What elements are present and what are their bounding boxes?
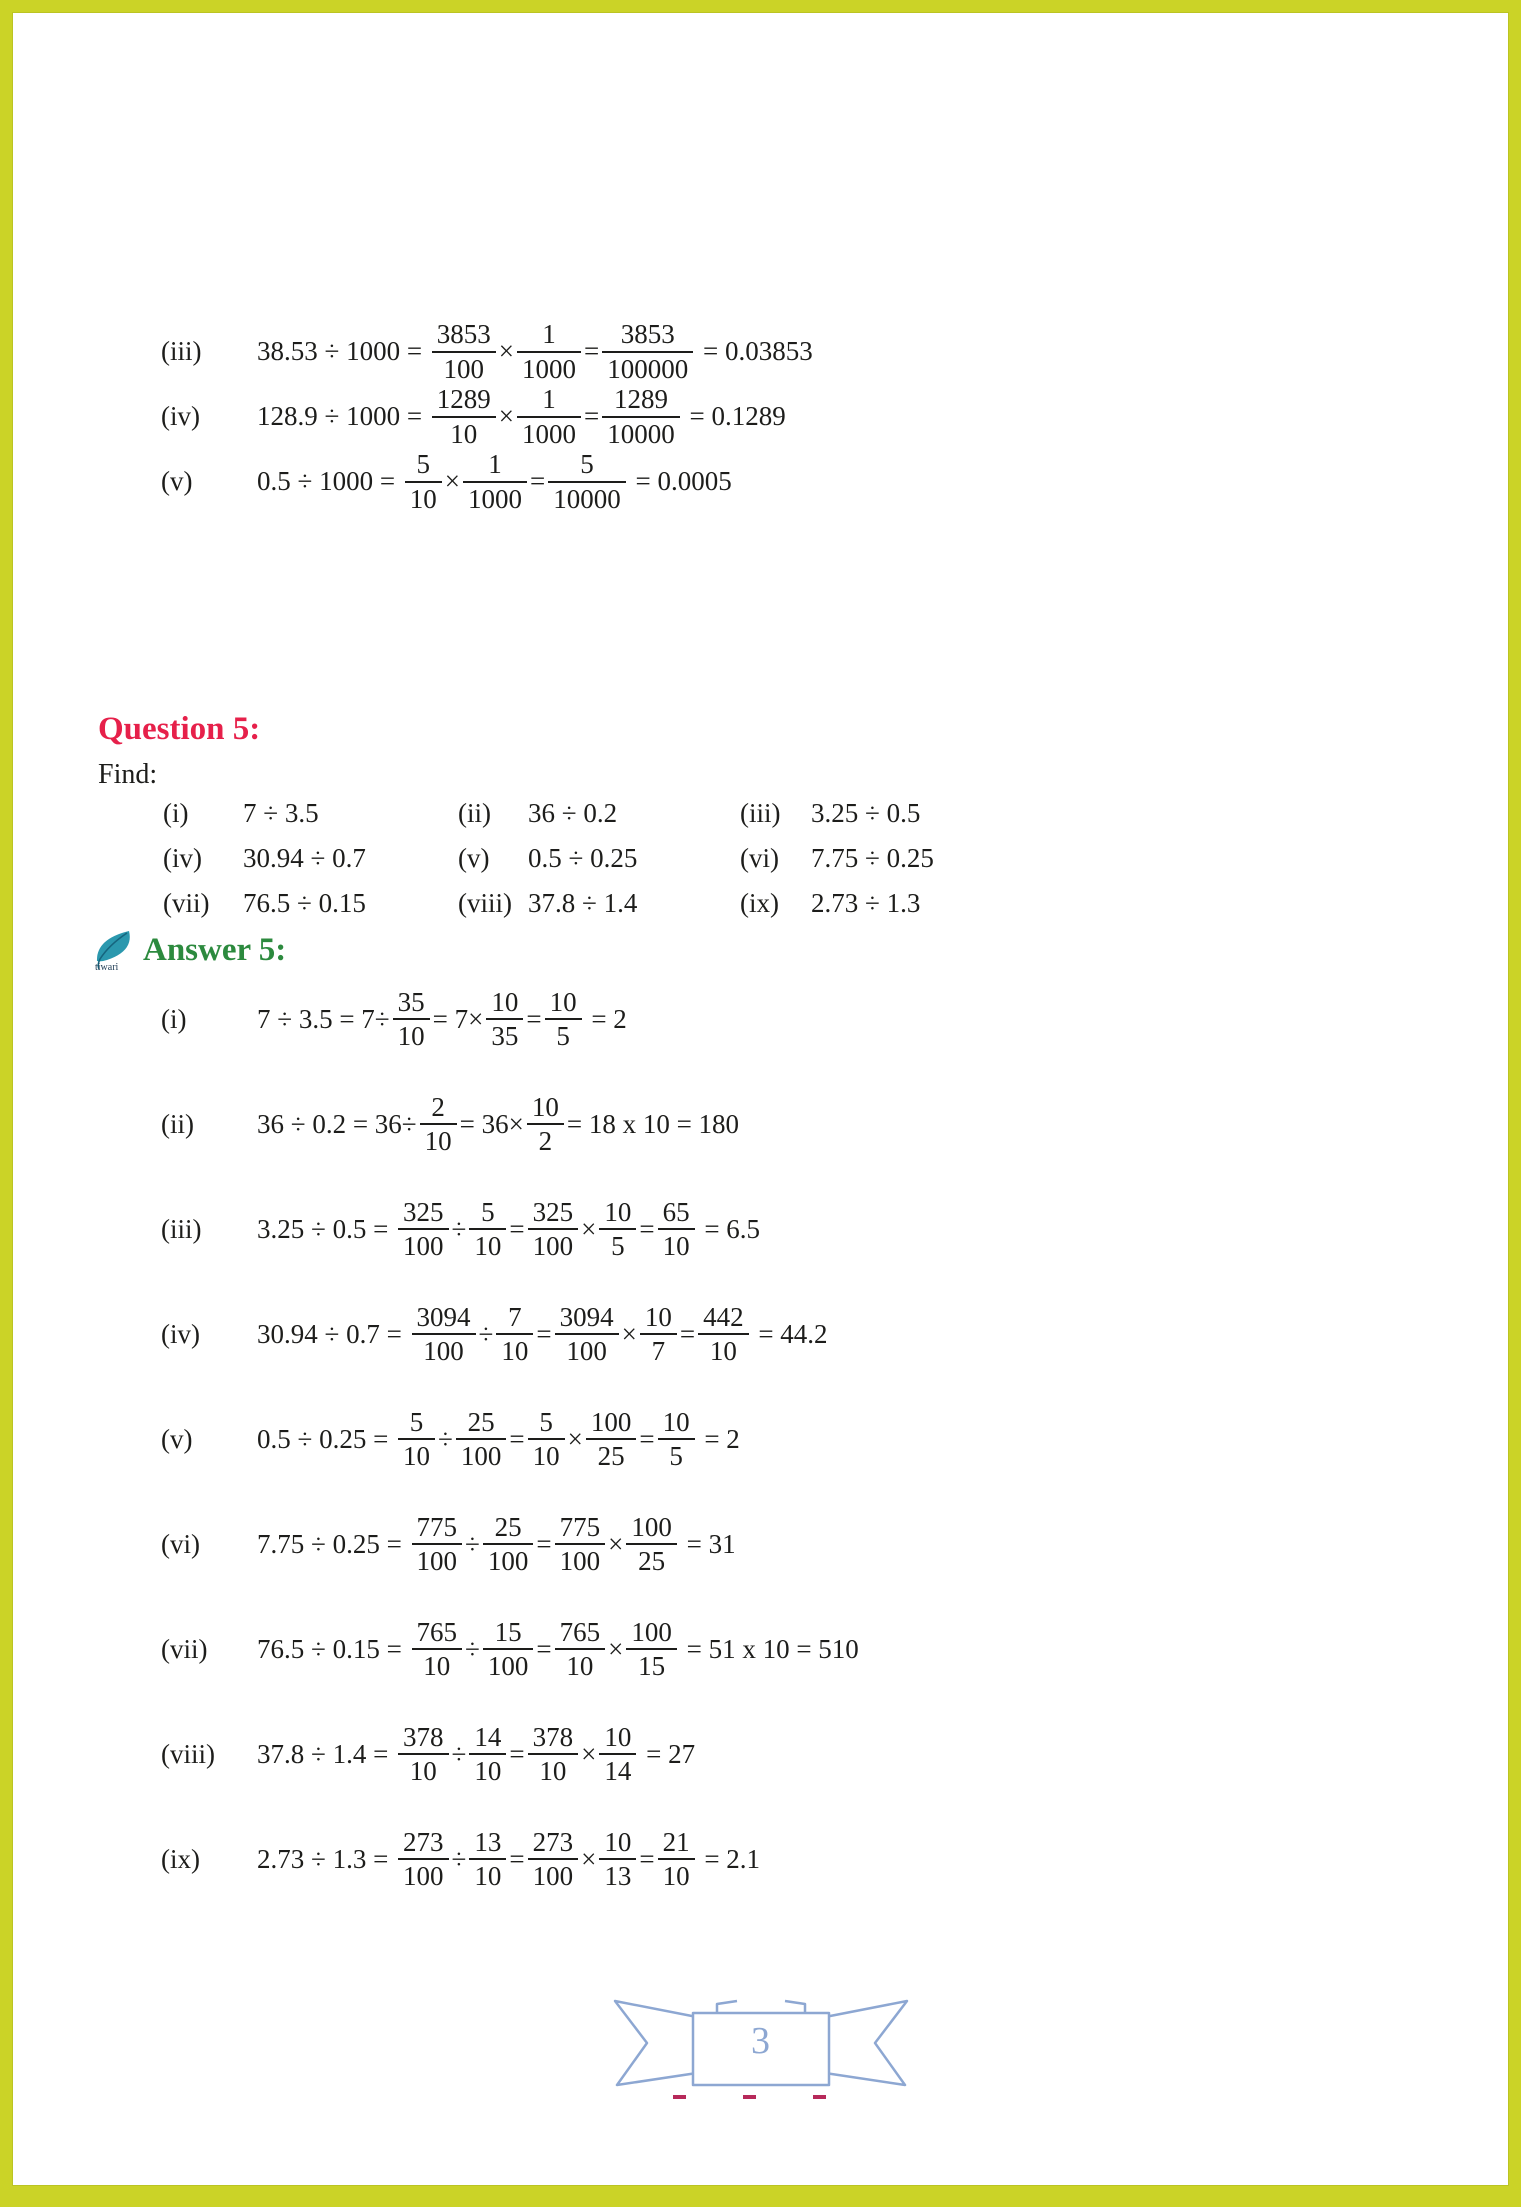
fraction [420, 1092, 457, 1156]
page-number: 3 [751, 2020, 770, 2062]
answer-5-title: Answer 5: [143, 931, 287, 968]
fraction-numerator: 775 [555, 1512, 606, 1545]
fraction-denominator: 10 [424, 1126, 452, 1156]
problem-expression: 30.94 ÷ 0.7 [243, 843, 366, 873]
problem-label: (v) [458, 843, 490, 873]
fraction [517, 319, 581, 383]
question-5-title: Question 5: [98, 711, 261, 747]
math-text: = [639, 1213, 655, 1244]
fraction [545, 987, 582, 1051]
fraction-numerator: 15 [483, 1617, 534, 1650]
fraction-denominator: 100000 [607, 353, 689, 384]
fraction-numerator: 378 [528, 1722, 579, 1755]
problem-expression: 7.75 ÷ 0.25 [811, 843, 934, 873]
fraction [486, 987, 523, 1051]
math-solution-row [13, 1088, 1508, 1160]
math-text: = [509, 1843, 525, 1874]
fraction-denominator: 10 [450, 418, 478, 449]
math-text: = [509, 1738, 525, 1769]
fraction-denominator: 10 [474, 1861, 502, 1891]
math-text: = [639, 1843, 655, 1874]
fraction [398, 1197, 449, 1261]
tiwari-academy-leaf-logo-icon [89, 925, 137, 975]
math-text: 37.8 ÷ 1.4 = [257, 1738, 396, 1769]
math-text: 7.75 ÷ 0.25 = [257, 1528, 409, 1559]
math-text: × [581, 1738, 597, 1769]
fraction-denominator: 25 [597, 1441, 625, 1471]
math-text: × [498, 401, 515, 431]
fraction [698, 1302, 749, 1366]
fraction-numerator: 10 [658, 1407, 695, 1440]
problem-expression: 36 ÷ 0.2 [528, 798, 618, 828]
math-text: = 2 [584, 1003, 627, 1034]
fraction [658, 1827, 695, 1891]
fraction-numerator: 65 [658, 1197, 695, 1230]
fraction [517, 384, 581, 448]
problems-grid [13, 797, 1508, 920]
fraction-numerator: 100 [626, 1617, 677, 1650]
fraction [640, 1302, 677, 1366]
fraction [658, 1407, 695, 1471]
fraction-denominator: 100 [443, 353, 485, 384]
fraction [528, 1827, 579, 1891]
fraction-denominator: 13 [604, 1861, 632, 1891]
fraction-numerator: 378 [398, 1722, 449, 1755]
solution-label: (viii) [161, 1738, 215, 1769]
problem-label: (iv) [163, 843, 202, 873]
problem-label: (ix) [740, 888, 779, 918]
fraction-denominator: 10 [709, 1336, 737, 1366]
fraction-denominator: 100 [566, 1336, 607, 1366]
solution-label: (ii) [161, 1108, 194, 1139]
solution-label: (iii) [161, 1213, 202, 1244]
fraction [528, 1722, 579, 1786]
solution-label: (iv) [161, 1318, 200, 1349]
math-text: × [581, 1843, 597, 1874]
math-text: = [584, 336, 600, 366]
math-text: ÷ [451, 1738, 467, 1769]
fraction-numerator: 1 [463, 449, 527, 482]
page-number-ribbon [601, 1991, 921, 2103]
math-text: × [498, 336, 515, 366]
fraction-numerator: 325 [528, 1197, 579, 1230]
fraction [555, 1302, 619, 1366]
math-solution-row [13, 1508, 1508, 1580]
fraction-denominator: 10 [662, 1861, 690, 1891]
math-text: = 27 [639, 1738, 696, 1769]
division-by-1000-solutions [13, 319, 1508, 514]
fraction [599, 1827, 636, 1891]
fraction-denominator: 10 [566, 1651, 594, 1681]
fraction [602, 319, 693, 383]
fraction-denominator: 10 [532, 1441, 560, 1471]
fraction-numerator: 5 [548, 449, 626, 482]
answer-solutions [13, 983, 1508, 1928]
fraction-numerator: 10 [599, 1722, 636, 1755]
fraction-denominator: 100 [559, 1546, 601, 1576]
fraction-denominator: 2 [538, 1126, 553, 1156]
math-text: = [536, 1318, 552, 1349]
fraction [658, 1197, 695, 1261]
solution-label: (iii) [161, 336, 202, 366]
fraction [469, 1722, 506, 1786]
fraction-denominator: 25 [638, 1546, 666, 1576]
math-text: = [530, 466, 546, 496]
find-label: Find: [98, 759, 158, 790]
fraction-denominator: 100 [460, 1441, 502, 1471]
fraction [586, 1407, 637, 1471]
fraction-numerator: 10 [640, 1302, 677, 1335]
fraction-denominator: 100 [403, 1231, 444, 1261]
fraction [626, 1512, 677, 1576]
fraction-numerator: 5 [398, 1407, 435, 1440]
problem-expression: 7 ÷ 3.5 [243, 798, 319, 828]
fraction [405, 449, 442, 513]
math-text: = [509, 1423, 525, 1454]
fraction [398, 1722, 449, 1786]
fraction-denominator: 1000 [522, 418, 577, 449]
fraction-numerator: 2 [420, 1092, 457, 1125]
fraction-denominator: 1000 [468, 483, 523, 514]
fraction-numerator: 325 [398, 1197, 449, 1230]
math-text: ÷ [451, 1843, 467, 1874]
fraction-numerator: 13 [469, 1827, 506, 1860]
solution-label: (i) [161, 1003, 187, 1034]
solution-label: (vii) [161, 1633, 208, 1664]
fraction-denominator: 10 [409, 483, 437, 514]
fraction-numerator: 5 [405, 449, 442, 482]
fraction-denominator: 35 [491, 1021, 519, 1051]
math-text: 128.9 ÷ 1000 = [257, 401, 429, 431]
fraction-numerator: 765 [555, 1617, 606, 1650]
math-text: ÷ [451, 1213, 467, 1244]
fraction-numerator: 3094 [555, 1302, 619, 1335]
fraction-numerator: 5 [469, 1197, 506, 1230]
fraction-numerator: 10 [527, 1092, 564, 1125]
math-solution-row [13, 1193, 1508, 1265]
math-text: × [608, 1528, 624, 1559]
math-text: = 2.1 [697, 1843, 761, 1874]
fraction-numerator: 21 [658, 1827, 695, 1860]
fraction-denominator: 10 [423, 1651, 451, 1681]
fraction-numerator: 775 [412, 1512, 463, 1545]
problem-label: (vi) [740, 843, 779, 873]
math-text: 30.94 ÷ 0.7 = [257, 1318, 409, 1349]
fraction-denominator: 15 [638, 1651, 666, 1681]
fraction [463, 449, 527, 513]
math-text: 3.25 ÷ 0.5 = [257, 1213, 396, 1244]
fraction-denominator: 100 [487, 1546, 529, 1576]
math-text: × [444, 466, 461, 496]
math-text: = [536, 1528, 552, 1559]
fraction [456, 1407, 507, 1471]
math-text: 0.5 ÷ 1000 = [257, 466, 402, 496]
fraction-denominator: 10000 [553, 483, 621, 514]
fraction-denominator: 10000 [607, 418, 675, 449]
fraction-numerator: 25 [483, 1512, 534, 1545]
solution-label: (vi) [161, 1528, 200, 1559]
fraction-denominator: 100 [403, 1861, 444, 1891]
math-text: ÷ [438, 1423, 453, 1454]
fraction [483, 1617, 534, 1681]
fraction [626, 1617, 677, 1681]
fraction-numerator: 14 [469, 1722, 506, 1755]
fraction-numerator: 7 [496, 1302, 533, 1335]
fraction [555, 1512, 606, 1576]
math-text: × [608, 1633, 624, 1664]
problem-expression: 37.8 ÷ 1.4 [528, 888, 638, 918]
fraction [527, 1092, 564, 1156]
fraction [469, 1197, 506, 1261]
math-text: 36 ÷ 0.2 = 36÷ [257, 1108, 417, 1139]
math-text: = 36× [459, 1108, 524, 1139]
math-text: ÷ [478, 1318, 494, 1349]
solution-label: (ix) [161, 1843, 200, 1874]
problem-label: (vii) [163, 888, 210, 918]
fraction [469, 1827, 506, 1891]
fraction-numerator: 10 [599, 1197, 636, 1230]
fraction-denominator: 10 [501, 1336, 529, 1366]
fraction-denominator: 5 [611, 1231, 625, 1261]
fraction [599, 1722, 636, 1786]
document-page [13, 13, 1508, 2185]
math-solution-row [13, 384, 1508, 449]
fraction-numerator: 3853 [432, 319, 496, 352]
fraction-denominator: 5 [556, 1021, 570, 1051]
fraction-denominator: 5 [669, 1441, 683, 1471]
fraction-numerator: 442 [698, 1302, 749, 1335]
fraction-denominator: 100 [423, 1336, 464, 1366]
math-text: = 31 [679, 1528, 736, 1559]
fraction-numerator: 1 [517, 319, 581, 352]
fraction-denominator: 10 [474, 1756, 502, 1786]
fraction-numerator: 35 [393, 987, 430, 1020]
math-text: 76.5 ÷ 0.15 = [257, 1633, 409, 1664]
fraction [528, 1407, 565, 1471]
math-text: = 7× [432, 1003, 484, 1034]
math-text: 38.53 ÷ 1000 = [257, 336, 429, 366]
math-solution-row [13, 1403, 1508, 1475]
fraction-numerator: 10 [545, 987, 582, 1020]
fraction-denominator: 10 [397, 1021, 425, 1051]
fraction-numerator: 100 [586, 1407, 637, 1440]
math-text: = [536, 1633, 552, 1664]
fraction-numerator: 10 [486, 987, 523, 1020]
fraction-numerator: 1289 [432, 384, 496, 417]
fraction-denominator: 10 [403, 1441, 431, 1471]
math-text: = [679, 1318, 696, 1349]
math-text: = 2 [697, 1423, 740, 1454]
solution-label: (iv) [161, 401, 200, 431]
fraction-denominator: 100 [416, 1546, 458, 1576]
math-text: = 0.03853 [696, 336, 813, 366]
fraction-numerator: 10 [599, 1827, 636, 1860]
logo-wordmark: tiwari [95, 962, 119, 973]
math-solution-row [13, 1823, 1508, 1895]
fraction-numerator: 100 [626, 1512, 677, 1545]
fraction [398, 1827, 449, 1891]
fraction [555, 1617, 606, 1681]
fraction-denominator: 100 [532, 1231, 574, 1261]
answer-5-heading [89, 925, 286, 975]
math-text: = 0.1289 [682, 401, 786, 431]
math-text: = 0.0005 [628, 466, 732, 496]
math-text: = [509, 1213, 525, 1244]
problem-label: (iii) [740, 798, 781, 828]
solution-label: (v) [161, 466, 193, 496]
fraction-denominator: 10 [409, 1756, 437, 1786]
fraction-denominator: 100 [487, 1651, 529, 1681]
problem-label: (viii) [458, 888, 512, 918]
problem-label: (ii) [458, 798, 491, 828]
fraction-numerator: 765 [412, 1617, 463, 1650]
fraction [432, 384, 496, 448]
fraction-denominator: 10 [662, 1231, 690, 1261]
fraction [412, 1617, 463, 1681]
problem-expression: 3.25 ÷ 0.5 [811, 798, 921, 828]
problem-expression: 2.73 ÷ 1.3 [811, 888, 921, 918]
fraction [393, 987, 430, 1051]
math-text: = [639, 1423, 655, 1454]
fraction-denominator: 1000 [522, 353, 577, 384]
fraction [528, 1197, 579, 1261]
math-solution-row [13, 1298, 1508, 1370]
math-solution-row [13, 1718, 1508, 1790]
math-solution-row [13, 449, 1508, 514]
math-solution-row [13, 1613, 1508, 1685]
math-text: = [584, 401, 600, 431]
solution-label: (v) [161, 1423, 193, 1454]
fraction-denominator: 10 [474, 1231, 502, 1261]
math-text: ÷ [465, 1633, 480, 1664]
math-solution-row [13, 983, 1508, 1055]
fraction [412, 1512, 463, 1576]
math-text: × [621, 1318, 637, 1349]
fraction-denominator: 100 [532, 1861, 574, 1891]
math-text: = [526, 1003, 542, 1034]
problem-expression: 76.5 ÷ 0.15 [243, 888, 366, 918]
fraction-numerator: 273 [528, 1827, 579, 1860]
fraction-numerator: 3094 [412, 1302, 476, 1335]
red-dash-marks [673, 2095, 826, 2099]
math-text: = 18 x 10 = 180 [566, 1108, 740, 1139]
fraction-numerator: 273 [398, 1827, 449, 1860]
fraction-numerator: 1289 [602, 384, 680, 417]
math-text: × [567, 1423, 583, 1454]
fraction [599, 1197, 636, 1261]
fraction-numerator: 5 [528, 1407, 565, 1440]
math-text: = 44.2 [751, 1318, 828, 1349]
fraction [602, 384, 680, 448]
fraction [548, 449, 626, 513]
fraction [483, 1512, 534, 1576]
problem-label: (i) [163, 798, 189, 828]
fraction-numerator: 1 [517, 384, 581, 417]
fraction-denominator: 7 [651, 1336, 666, 1366]
fraction-denominator: 14 [604, 1756, 632, 1786]
fraction [398, 1407, 435, 1471]
fraction [432, 319, 496, 383]
fraction [496, 1302, 533, 1366]
math-text: 0.5 ÷ 0.25 = [257, 1423, 396, 1454]
math-text: = 6.5 [697, 1213, 761, 1244]
fraction-numerator: 25 [456, 1407, 507, 1440]
math-solution-row [13, 319, 1508, 384]
math-text: = 51 x 10 = 510 [679, 1633, 859, 1664]
fraction-denominator: 10 [539, 1756, 567, 1786]
fraction [412, 1302, 476, 1366]
fraction-numerator: 3853 [602, 319, 693, 352]
math-text: 2.73 ÷ 1.3 = [257, 1843, 396, 1874]
problem-expression: 0.5 ÷ 0.25 [528, 843, 638, 873]
math-text: ÷ [465, 1528, 480, 1559]
math-text: × [581, 1213, 597, 1244]
math-text: 7 ÷ 3.5 = 7÷ [257, 1003, 390, 1034]
